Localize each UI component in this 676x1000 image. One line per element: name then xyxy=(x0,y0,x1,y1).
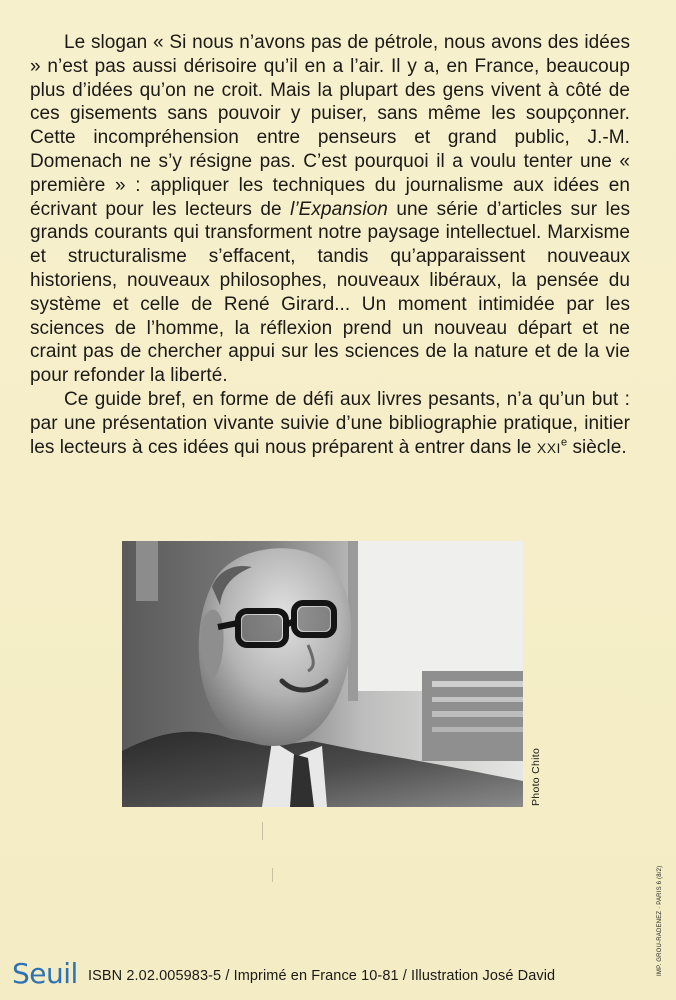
author-portrait-illustration xyxy=(122,541,523,807)
seuil-logo: Seuil xyxy=(12,957,78,990)
footer xyxy=(8,953,668,993)
paper-scratch xyxy=(262,822,263,840)
author-photo xyxy=(122,541,523,807)
blurb-paragraph-1 xyxy=(30,31,630,388)
century-numeral: XXI xyxy=(536,439,561,456)
blurb-p1-part-1: Le slogan « Si nous n’avons pas de pétrole, nous avons des idées » n’est pas aussi dérisoire qu’il en a l’air. Il y a, en France, beaucoup plus d’idées qu’on ne croit. Mais la plupart des gens vivent à côté de ces gisements sans pouvoir y puiser, sans même les soupçonner. Cette incompréhension entre penseurs et grand public, J.-M. Domenach ne s’y résigne pas. C’est pourquoi il a voulu tenter une « première » : appliquer les techniques du journalisme aux idées en écrivant pour les lecteurs de xyxy=(30,32,630,220)
photo-credit: Photo Chito xyxy=(530,747,542,806)
printer-mark: IMP. GROU-RADENEZ · PARIS 6 (8/2) xyxy=(657,865,663,976)
paper-scratch xyxy=(272,868,273,882)
blurb-p2-part-1: Ce guide bref, en forme de défi aux livres pesants, n’a qu’un but : par une présentation vivante suivie d’une bibliographie pratique, initier les lecteurs à ces idées qui nous préparent à entrer dans le xyxy=(30,388,630,458)
blurb-text xyxy=(30,31,630,460)
magazine-title: l’Expansion xyxy=(290,198,388,220)
isbn-line: ISBN 2.02.005983-5 / Imprimé en France 10-81 / Illustration José David xyxy=(88,968,556,984)
century-superscript: e xyxy=(560,436,568,449)
blurb-p1-part-2: une série d’articles sur les grands courants qui transforment notre paysage intellectuel. Marxisme et structuralisme s’effacent, tandis qu’apparaissent nouveaux historiens, nouveaux philosophes, nouveaux libéraux, la pensée du système et celle de René Girard... Un moment intimidée par les sciences de l’homme, la réflexion prend un nouveau départ et ne craint pas de chercher appui sur les sciences de la nature et de la vie pour refonder la liberté. xyxy=(30,198,630,387)
blurb-paragraph-2 xyxy=(30,388,630,460)
blurb-p2-part-2: siècle. xyxy=(567,436,627,458)
